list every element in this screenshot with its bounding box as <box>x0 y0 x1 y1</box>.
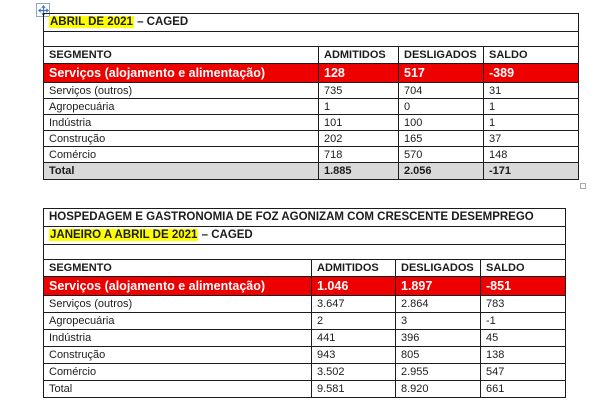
table-cell: Serviços (alojamento e alimentação) <box>44 64 319 83</box>
table-cell: 2 <box>312 313 396 330</box>
table-cell: 1.897 <box>396 277 481 296</box>
table-row <box>44 99 579 115</box>
table-row <box>44 296 566 313</box>
table-row <box>44 64 579 83</box>
table-cell: -1 <box>481 313 566 330</box>
table-cell: 165 <box>399 131 484 147</box>
table-cell: 2.056 <box>399 163 484 180</box>
table-cell: 45 <box>481 330 566 347</box>
table-cell: 547 <box>481 364 566 381</box>
table-cell: Serviços (alojamento e alimentação) <box>44 277 312 296</box>
table-title-row <box>44 227 566 245</box>
table-cell: Total <box>44 381 312 398</box>
column-header: SEGMENTO <box>44 260 312 277</box>
table-cell: Total <box>44 163 319 180</box>
table-cell: 2.864 <box>396 296 481 313</box>
title-text: HOSPEDAGEM E GASTRONOMIA DE FOZ AGONIZAM COM CRESCENTE DESEMPREGO <box>49 211 534 224</box>
table-cell: 0 <box>399 99 484 115</box>
table-row <box>44 313 566 330</box>
table-row <box>44 131 579 147</box>
table-row <box>44 277 566 296</box>
table-cell: 735 <box>319 83 399 99</box>
table-cell: 783 <box>481 296 566 313</box>
table-cell: 3 <box>396 313 481 330</box>
caged-table-abril-2021 <box>43 13 579 180</box>
table-cell: 570 <box>399 147 484 163</box>
table-row <box>44 330 566 347</box>
table-cell: 718 <box>319 147 399 163</box>
table-cell: 805 <box>396 347 481 364</box>
table-cell: 202 <box>319 131 399 147</box>
table-header-row <box>44 260 566 277</box>
table-cell: 943 <box>312 347 396 364</box>
empty-spacer-cell <box>44 32 579 47</box>
empty-spacer-cell <box>44 245 566 260</box>
column-header: SEGMENTO <box>44 47 319 64</box>
table-cell: 148 <box>484 147 579 163</box>
table-cell: Construção <box>44 131 319 147</box>
table-cell: 1 <box>484 115 579 131</box>
table-cell: 704 <box>399 83 484 99</box>
table-row <box>44 115 579 131</box>
table-cell: 3.502 <box>312 364 396 381</box>
table-cell: 37 <box>484 131 579 147</box>
table-cell: 661 <box>481 381 566 398</box>
title-text: – CAGED <box>198 229 253 242</box>
table-cell: Comércio <box>44 147 319 163</box>
table-cell: 1.885 <box>319 163 399 180</box>
table-cell: Serviços (outros) <box>44 83 319 99</box>
table-resize-handle-icon[interactable] <box>580 183 586 189</box>
table-title-row <box>44 14 579 32</box>
table-cell: 9.581 <box>312 381 396 398</box>
table-title-row <box>44 209 566 227</box>
table-row <box>44 163 579 180</box>
table-cell: -171 <box>484 163 579 180</box>
column-header: DESLIGADOS <box>399 47 484 64</box>
table-cell: 31 <box>484 83 579 99</box>
empty-spacer-row <box>44 32 579 47</box>
table-cell: 101 <box>319 115 399 131</box>
table-title-cell <box>44 227 566 245</box>
table-row <box>44 83 579 99</box>
column-header: ADMITIDOS <box>319 47 399 64</box>
table-title-cell <box>44 14 579 32</box>
table-cell: -851 <box>481 277 566 296</box>
table-cell: Construção <box>44 347 312 364</box>
table-row <box>44 347 566 364</box>
table-row <box>44 364 566 381</box>
table-cell: Comércio <box>44 364 312 381</box>
table-cell: 8.920 <box>396 381 481 398</box>
highlighted-title-text: JANEIRO A ABRIL DE 2021 <box>50 229 198 242</box>
table-cell: 100 <box>399 115 484 131</box>
table-title-cell <box>44 209 566 227</box>
table-cell: 517 <box>399 64 484 83</box>
table-cell: 3.647 <box>312 296 396 313</box>
table-cell: -389 <box>484 64 579 83</box>
table-cell: 441 <box>312 330 396 347</box>
column-header: ADMITIDOS <box>312 260 396 277</box>
table-cell: 1 <box>319 99 399 115</box>
table-cell: 2.955 <box>396 364 481 381</box>
table-cell: 128 <box>319 64 399 83</box>
table-cell: Agropecuária <box>44 99 319 115</box>
title-text: – CAGED <box>133 16 189 29</box>
caged-table-janeiro-a-abril-2021 <box>43 208 566 398</box>
table-header-row <box>44 47 579 64</box>
column-header: SALDO <box>484 47 579 64</box>
table-cell: Agropecuária <box>44 313 312 330</box>
table-cell: Indústria <box>44 115 319 131</box>
table-cell: 138 <box>481 347 566 364</box>
column-header: DESLIGADOS <box>396 260 481 277</box>
column-header: SALDO <box>481 260 566 277</box>
empty-spacer-row <box>44 245 566 260</box>
table-row <box>44 147 579 163</box>
table-cell: 396 <box>396 330 481 347</box>
table-cell: 1 <box>484 99 579 115</box>
table-cell: Serviços (outros) <box>44 296 312 313</box>
highlighted-title-text: ABRIL DE 2021 <box>50 16 133 29</box>
table-cell: Indústria <box>44 330 312 347</box>
table-row <box>44 381 566 398</box>
table-cell: 1.046 <box>312 277 396 296</box>
